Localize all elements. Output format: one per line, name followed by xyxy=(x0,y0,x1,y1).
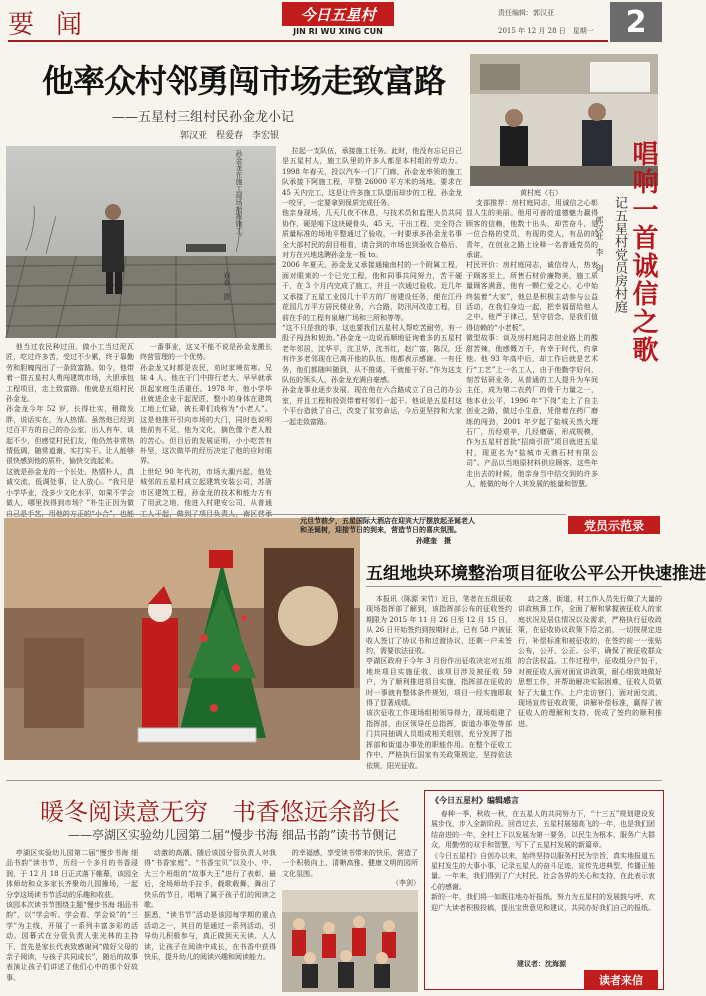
hotel-photo-caption: 元旦节前夕，五星国际大酒店在迎宾大厅摆放起圣诞老人和圣诞树，迎接节日的到来，营造节日的喜庆氛围。 xyxy=(300,516,475,534)
reader-letters-tag: 读者来信 xyxy=(584,970,658,990)
article1-byline: 郭汉亚 程爱春 李宏银 xyxy=(180,131,280,141)
christmas-decoration-image xyxy=(4,518,360,760)
page-number: 2 xyxy=(610,2,662,42)
editorial-body xyxy=(431,809,655,959)
article2-column-1-text: 本报讯（陈源 宋竹）近日，笔者在五组征收现场指挥部了解到，该指挥部公布的征收签约期限为 2015 年 11 月 26 日至 12 月 15 日，从 26 日开始签约到按期时止，已有 58 户被征收人签订了协议书和过渡协议，还剩一户未签约，需要依法征收。 亭湖区政府于今年 3 月份作出征收决定对五组地块项目实施征收，该项目涉及被征收 59 户，为了顺利推进项目实施，指挥部在征收的时一事就有整体条件规划，项目一经实施即取得了显著成绩。 该次征收工作现场组相领导得力，现场组建了指挥部，由区领导任总指挥，街道办事处等部门共同抽调人员组成相关组别，充分发挥了指挥部和街道办事处的职能作用。在整个征收工作中，严格执行国家有关政策规定，坚持依法依规，阳光征收。 xyxy=(366,595,512,770)
article3-column-2 xyxy=(144,848,276,992)
article1-column-1 xyxy=(6,342,134,506)
article3-column-1 xyxy=(6,848,138,992)
right-article-text-body: 支部推荐：房村庭同志，用诚信之心彰显人生的美丽。他用可善的道德魅力赢得顾客的信赖，他数十出头，却苦奋斗，是一位合格的党员，有现的党人，有品的的青年，在创业之路上诠释一名普通党员的承诺。 村民评价：房村庭同志，诚信待人，热衷于顾客至上，所售石材价廉物美，施工质量顾客满意，他有一颗仁爱之心，心中始终装着“大家”，他总是积极主动参与公益活动，在我们身边一起，把幸福留给他人之中。他严于律己，坚守信念，是我们值得信赖的“小老板”。 微型故事：谈及房村庭同志创业路上的酸甜苦辣，他感慨万千，有幸于时代，约拿他。他 93 年高中后，却工作后就是艺术行“工艺”上一名工人，由于他勤学好问，刻苦钻研业务，从普通的工人提升为车间主任，成为第二农药厂的骨干力量之一，他本业公平，1996 年“下岗”走上了自主创业之路，做过小生意，凭借着在药厂磨练的闯劲，2001 年夕起了盐城天然大理石厂，历经艰辛，几经磨砺，形成规模，作为五星村首批“招商引资”项目就进五星村，现更名为“盐城市天鼎石材有限公司”。产品以当地原材料供应顾客，这些年走出去的时候，他亲身当中结交到的许多人，能做的每个人其发展的能量和智慧。 xyxy=(466,199,598,488)
article3-column-1-text: 亭湖区实验幼儿园第二届“慢步书海 细品书韵”读书节，历经一个多月的书香浸润，于 12 月 18 日正式落下帷幕，该园全体师幼和众多家长齐聚幼儿园操场，一起分享这场读书节活动的乐趣和收获。 该园本次读书节围绕主题“慢步书海 细品书韵”，以“学会听、学会看、学会说”的“三学”为主线，开展了一系列丰富多彩的活动。园幕式在分管负责人张光林的主持下，首先是家长代表致感谢词“做好父母的亲子阅读，与孩子共同成长”，随后的故事表演让孩子们讲述了他们心中的那个好故事。 xyxy=(6,849,138,982)
party-member-banner: 党员示范录 xyxy=(568,516,660,534)
article2-column-2-text: 动之落，街道，村工作人员先行做了大量的讲政核算工作，全面了解和掌握被征收人的家庭状况及居住情况以及需求，严格执行征收政策，在征收协议政策下给之前，一切按规定进行，补偿标准和被征收的，在签约前一一张贴公布，公开、公正、公平，确保了被征收群众的合法权益。工作过程中，征收组分户包干，对被征收人面对面宣讲政策，耐心细致地做好思想工作，并帮助解决实际困难，征收人员做好了大量工作。上户走访登门，面对面交流，现场宣传征收政策，讲解补偿标准，赢得了被征收人的理解和支持，促成了签约的顺利推进。 xyxy=(518,595,662,728)
article1-column-2 xyxy=(140,342,272,506)
right-article-photo-caption: 黄村庭（右） xyxy=(520,189,562,197)
article2-column-2 xyxy=(518,594,662,774)
right-article-vertical-byline: 郭汉亚 李 剑 xyxy=(595,216,604,272)
header-rule xyxy=(8,40,608,42)
article1-column-2-text: 一番事业，这又不能不说是孙金龙搬长终营管理的一个优势。 孙金龙又时都是农民，劝时家境贫寒。兄妹 4 人，他在于门中排行老大，早早就承担起家庭生活重任。1978 年，他小学毕业就进企业干起泥匠，整小的身体在建筑工地上忙碌，被长辈们戏称为“小老人”。这是他推开引向市场的大门，同时也说明他前有不足，他为文化，摘色像个老人般的苦心。但目后的发展证明，小小吃苦有朴坚，这次做毕的经历决定了他的应时眼界。 上世纪 90 年代初，市场大潮兴起，他处城邻的五星村成立起建筑安装公司，苏浙市区建筑工程，孙金龙的技术和能力方有了用武之地，他进入村建安公司，从普通 xyxy=(140,343,272,508)
article3-column-2-text: 动激的高潮。随后该园分管负责人对我得“书香家庭”、“书香宝贝”以及小、中、大三个班组的“故事大王”进行了表彰，最后，全场师幼手拉手，载歌载舞，舞出了快乐的节日，唱响了属于孩子们的阅读之歌。 据悉，“读书节”活动是该园每学期的重点活动之一，其目的是通过一系列活动，引导幼儿积极参与，真正做到天天读、人人读，让孩子在阅读中成长，在书香中获得快乐，提升幼儿的阅读兴趣和阅读能力。 xyxy=(144,849,276,962)
section-divider xyxy=(6,514,566,515)
children-event-image xyxy=(282,890,418,992)
newspaper-logo-subtitle: JIN RI WU XING CUN xyxy=(293,27,383,36)
issue-date: 2015 年 12 月 28 日 星期一 xyxy=(498,27,594,35)
editorial-title: 《今日五星村》编辑感言 xyxy=(431,795,519,805)
right-article-vertical-title: 唱响一首诚信之歌 xyxy=(628,140,658,364)
right-article-vertical-subtitle: 记五星村党员房村庭 xyxy=(612,196,627,313)
editor-credit: 责任编辑：郭汉亚 xyxy=(498,9,554,17)
article2-column-1 xyxy=(366,594,512,774)
article1-subtitle: ——五星村三组村民孙金龙小记 xyxy=(112,110,295,125)
article1-column-3 xyxy=(282,146,462,506)
article1-column-1-text: 他当过农民种过田，做小工当过泥瓦匠，吃过许多苦，受过不少累，终于靠勤劳和胆魄闯出了一条致富路。如今，他带着一群五星村人勇闯建筑市场，大胆承包工程项目，走上致富路。他就是五组村民孙金龙。 孙金龙今年 52 岁，长得壮实，稍微发胖，说话实在，为人热情。虽然他已经到过百平方的自己的办公室，出人有车，谈起不少，但感觉村民们友，他仍然非常热情低调，随常道谢，实打实干。让人能够很快感到他的质朴，愉快交流起来。 这就是孙金龙的一个长处，热情朴人，真诚交流，低调处事，让人放心。“我只是小学毕业，没多少文化水平，如果不学会做人，哪里找得到市场？”朴生正因为做 xyxy=(6,343,134,508)
article3-credit: （李剑） xyxy=(392,879,420,887)
article1-headline: 他率众村邻勇闯市场走致富路 xyxy=(42,62,446,100)
article1-column-3-text: 拉起一支队伍，承接施工任务。此时，他没有忘记自己是五星村人，施工队里的许多人都是本村组的劳动力。1998 年春天，投以汽车一门厂门廊，孙金龙率领的施工队承接下阿施工程，平整 26000 平方米的场地。要求在 45 天内完工，这是让许多施工队望而却步的工程，孙金龙一咬牙，一定要拿到保质完成任务。 他亲身现场，几天几夜不休息，与技术员和监理人员共同协作，硬是啃下这块硬骨头，45 天，干出工程，完全符合质量标准的场地平整通过了验收，一时要承多孙金龙名事全大部村民的刮目相看，请合到的市场也到验收合格后，对方在兴地选聘孙金龙一板 to。 2006 年夏天，孙金龙又承接通输南村的一个附属工程，面对眼束的一个已完工程，他和同事共同努力，苦干硬干，在 3 个月内完成了施工，并且一次通过验收。近几年又承接了五星工业园几十平方的厂房建设任务，便在江丹花园几万平方居民楼业务，六合路，防汛河改造工程，目前在手的工程有泉塘广场和三所和等等。 “这不只是我的事，这也要我们五星村人帮吃苦耐劳，有一股子闯劲和韧劲。”孙金龙一边说而顺地征询着多的五星村老年邻居，沈华平，沈卫华，沈书红，赵广富，陈汉，还有许多老邻现在已离开他的队伍，他都表示感谢。一有任务，他们都随叫随到，从不推诿，干就能干好。”作为这支队伍的领头人，孙金龙充满自豪感。 孙金龙事业逐步发展，现在他在六合路成立了自己的办公室，并且工程和投资带着村邻们一起干。他说是五星村这个平台造就了自己，改变了贫穷命运，今后更坚持和大家一起走致富路。 xyxy=(282,147,462,426)
editorial-body-text: 春种一季，秋收一秋，在五星人的共同努力下，“十三五”规划建设发展步伐，步入全新阶段。回首过去，五星村展翅高飞的一年，也是我们团结奋进的一年，全村上下以发展为第一要务，以民生为根本，服务广大群众，用勤劳的双手和智慧，写下了五星村发展的新篇章。 《今日五星村》自创办以来，始终坚持以服务村民为宗旨，真实地报道五星村发生的大事小事，记录五星人的奋斗足迹，宣传先进典型，传播正能量。一年来，我们得到了广大村民、社会各界的关心和支持，在此表示衷心的感谢。 新的一年，我们将一如既往地办好报纸，努力为五星村的发展鼓与呼，欢迎广大读者积极投稿，提出宝贵意见和建议，共同办好我们自己的报纸。 xyxy=(431,810,655,912)
section-divider-2 xyxy=(6,780,662,781)
article1-photo-credit: 春春 摄 xyxy=(223,272,231,300)
article3-column-3-text: 的幸福感，享受读书带来的快乐，营造了一个积极向上、清晰高雅、健康文明的园所文化氛围。 xyxy=(282,849,418,878)
article3-headline: 暖冬阅读意无穷 书香悠远余韵长 xyxy=(40,798,400,826)
hotel-lobby-photo xyxy=(4,518,360,760)
hotel-photo-credit: 孙建奎 摄 xyxy=(416,536,451,545)
children-reading-photo xyxy=(282,890,418,992)
right-article-text xyxy=(466,198,598,516)
article3-subtitle: ——亭湖区实验幼儿园第二届“慢步书海 细品书韵”读书节侧记 xyxy=(68,828,397,842)
article2-headline: 五组地块环境整治项目征收公平公开快速推进 xyxy=(366,564,706,584)
editorial-box xyxy=(424,790,664,990)
section-title: 要闻 xyxy=(8,10,105,40)
newspaper-logo: 今日五星村 xyxy=(282,2,394,26)
editorial-signature: 建议者：沈海源 xyxy=(517,959,566,968)
article2-title-rule xyxy=(366,586,662,587)
article1-photo-caption: 孙金龙在施工现场指挥施工。 xyxy=(235,150,243,241)
